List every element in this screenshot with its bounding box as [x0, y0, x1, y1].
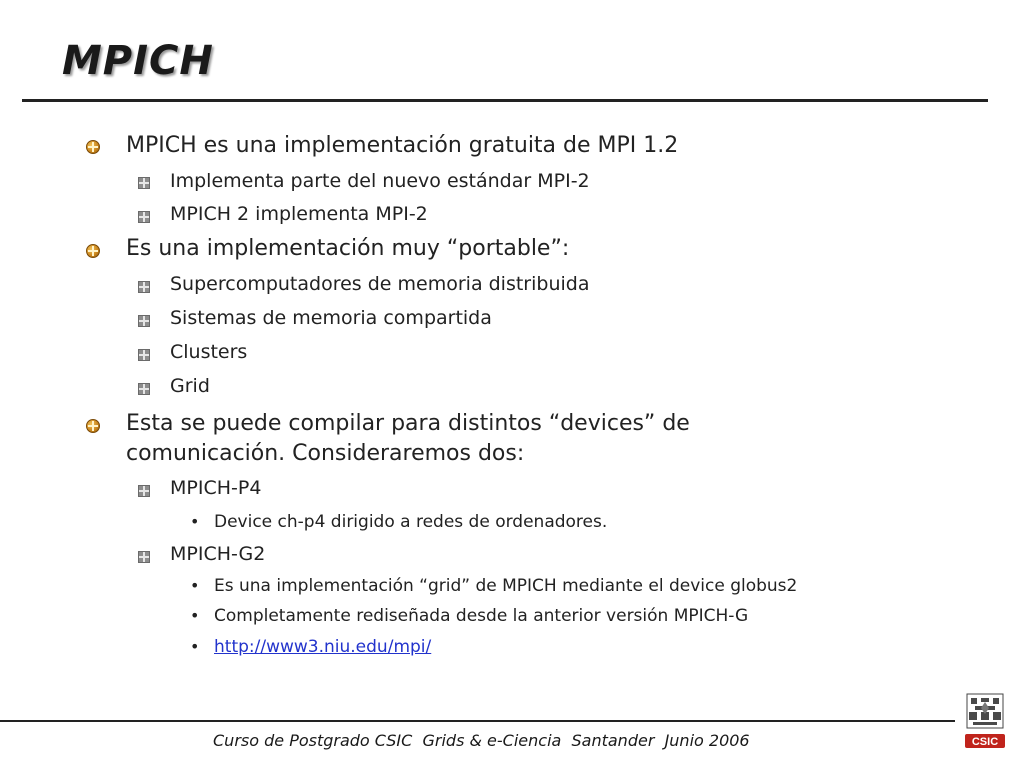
title-divider	[22, 99, 988, 102]
square-bullet-icon	[138, 349, 150, 361]
mpi-link[interactable]: http://www3.niu.edu/mpi/	[214, 637, 432, 657]
square-bullet-icon	[138, 315, 150, 327]
sub-bullet-2-2: Sistemas de memoria compartida	[170, 307, 492, 329]
sub-sub-bullet-3-2-2: Completamente rediseñada desde la anterior versión MPICH-G	[214, 606, 749, 626]
square-bullet-icon	[138, 551, 150, 563]
bullet-3-text-line2: comunicación. Consideraremos dos:	[126, 441, 525, 466]
square-bullet-icon	[138, 281, 150, 293]
bullet-2-text: Es una implementación muy “portable”:	[126, 236, 570, 261]
sub-sub-bullet-3-1-1: Device ch-p4 dirigido a redes de ordenadores.	[214, 512, 608, 532]
square-bullet-icon	[138, 211, 150, 223]
ornament-bullet-icon	[86, 419, 100, 433]
bullet-3-text-line1: Esta se puede compilar para distintos “devices” de	[126, 411, 690, 436]
bullet-1-text: MPICH es una implementación gratuita de MPI 1.2	[126, 133, 679, 158]
sub-bullet-3-2: MPICH-G2	[170, 543, 266, 565]
dot-bullet-icon: •	[190, 606, 200, 625]
csic-logo	[961, 690, 1009, 752]
square-bullet-icon	[138, 383, 150, 395]
slide-title: MPICH	[62, 38, 214, 84]
ornament-bullet-icon	[86, 244, 100, 258]
dot-bullet-icon: •	[190, 512, 200, 531]
footer-text: Curso de Postgrado CSIC Grids & e-Ciencia Santander Junio 2006	[213, 731, 750, 750]
logo-wordmark: CSIC	[971, 736, 999, 748]
dot-bullet-icon: •	[190, 576, 200, 595]
square-bullet-icon	[138, 485, 150, 497]
sub-sub-bullet-3-2-1: Es una implementación “grid” de MPICH mediante el device globus2	[214, 576, 798, 596]
sub-bullet-1-1: Implementa parte del nuevo estándar MPI-2	[170, 170, 590, 192]
square-bullet-icon	[138, 177, 150, 189]
sub-bullet-2-4: Grid	[170, 375, 210, 397]
sub-bullet-2-3: Clusters	[170, 341, 248, 363]
ornament-bullet-icon	[86, 140, 100, 154]
sub-bullet-2-1: Supercomputadores de memoria distribuida	[170, 273, 590, 295]
sub-bullet-1-2: MPICH 2 implementa MPI-2	[170, 203, 428, 225]
sub-bullet-3-1: MPICH-P4	[170, 477, 262, 499]
dot-bullet-icon: •	[190, 637, 200, 656]
footer-divider	[0, 720, 955, 722]
